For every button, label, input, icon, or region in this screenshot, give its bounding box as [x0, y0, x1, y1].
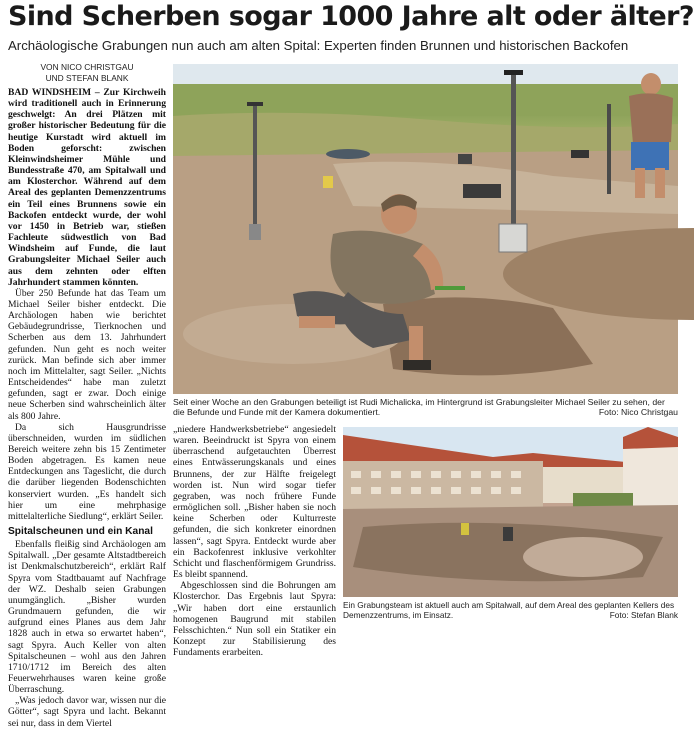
main-photo-credit: Foto: Nico Christgau [598, 407, 678, 418]
article-paragraph-5: „niedere Handwerksbetriebe“ angesiedelt waren. Beeindruckt ist Spyra von einem überraschend aufgetauchten Überrest eines Entwässerungskanals und eines Brunnens, der zur Hälfte freigelegt worden ist. Nun wird sogar tiefer gegraben, was noch frühere Funde ermöglichen soll. „Bisher haben sie noch keine Scherben oder Kulturreste gefunden, die sich konkreter einordnen lassen“, sagt Spyra. Entdeckt wurde aber ein Backofenrest inklusive verkohlter Schicht und flaschenförmigem Grundriss. Es bleibt spannend. [173, 424, 336, 581]
headline: Sind Scherben sogar 1000 Jahre alt oder älter? [8, 1, 694, 32]
subheadline: Archäologische Grabungen nun auch am alten Spital: Experten finden Brunnen und historischen Backofen [8, 38, 629, 53]
byline-author-1: VON NICO CHRISTGAU [40, 62, 134, 72]
small-photo-credit: Foto: Stefan Blank [609, 610, 678, 620]
article-column-middle [173, 424, 336, 659]
main-photo-caption [173, 397, 678, 418]
byline [8, 62, 166, 83]
byline-author-2: UND STEFAN BLANK [45, 72, 129, 83]
main-photo-caption-text: Seit einer Woche an den Grabungen beteiligt ist Rudi Michalicka, im Hintergrund ist Grabungsleiter Michael Seiler zu sehen, der die Befunde und Funde mit der Kamera dokumentiert. [173, 397, 665, 418]
small-photo-illustration [343, 427, 678, 597]
article-subtitle: Spitalscheunen und ein Kanal [8, 526, 153, 538]
article-paragraph-2: Da sich Hausgrundrisse überschneiden, wurden im südlichen Bereich weitere zehn bis 15 Zentimeter Boden abgetragen. Es kamen neue Entdeckungen ans Tageslicht, die durch die darüber liegenden Bodenschichten konserviert wurden. „Es handelt sich hier um eine mehrphasige mittelalterliche Siedlung“, erklärt Seiler. [8, 421, 166, 522]
main-photo-illustration [173, 64, 678, 394]
article-paragraph-1: Über 250 Befunde hat das Team um Michael Seiler bisher entdeckt. Die Archäologen haben wie berichtet Gebäudegrundrisse, Tierknochen und Scherben aus dem 13. Jahrhundert gefunden. Nun geht es noch weiter zurück. Man befinde sich aber immer noch im Mittelalter, sagt Seiler. „Nichts Entscheidendes“ habe man zuletzt gefunden, sagt er zwar. Doch einige neue Scherben sind wahrscheinlich älter als 800 Jahre. [8, 287, 166, 422]
small-photo-spitalwall [343, 427, 678, 597]
main-photo-excavation [173, 64, 678, 394]
article-paragraph-6: Abgeschlossen sind die Bohrungen am Klosterchor. Das Ergebnis laut Spyra: „Wir haben dort eine erstaunlich homogenen Baugrund mit stabilen Felsschichten.“ Nun soll ein Statiker ein Konzept zur Stabilisierung des Fundaments erarbeiten. [173, 580, 336, 659]
small-photo-caption [343, 600, 678, 620]
article-column-left [8, 62, 166, 729]
article-paragraph-4: „Was jedoch davor war, wissen nur die Götter“, sagt Spyra und lacht. Bekannt sei nur, dass in dem Viertel [8, 695, 166, 729]
small-photo-caption-text: Ein Grabungsteam ist aktuell auch am Spitalwall, auf dem Areal des geplanten Kellers des Demenzzentrums, im Einsatz. [343, 600, 675, 620]
article-lead: BAD WINDSHEIM – Zur Kirchweih wird traditionell auch in Erinnerung geschwelgt: An drei Plätzen mit großer historischer Bedeutung für die heutige Kurstadt wird aktuell im Boden geforscht: zwischen Kleinwindsheimer Mühle und Bundesstraße 470, am Spitalwall und am Klosterchor. Während auf dem Areal des geplanten Demenzzentrums ein Teil eines Brunnens sowie ein Backofen entdeckt wurde, der wohl vor 1450 in Betrieb war, stießen Fachleute südwestlich von Bad Windsheim auf Funde, die laut Grabungsleiter Michael Seiler auch aus dem zehnten oder elften Jahrhundert stammen könnten. [8, 87, 166, 288]
article-paragraph-3: Ebenfalls fleißig sind Archäologen am Spitalwall. „Der gesamte Altstadtbereich ist Denkmalschutzbereich“, erklärt Ralf Spyra vom Stadtbauamt auf Nachfrage der WZ. Deshalb seien Grabungen unumgänglich. „Bisher wurden Grundmauern gefunden, die wir aufgrund eines Planes aus dem Jahr 1828 auch in etwa so erwartet haben“, sagt Spyra. Auch Keller von alten Spitalscheunen – wohl aus den Jahren 1710/1712 im Bereich des alten Feuerwehrhauses waren keine große Überraschung. [8, 539, 166, 696]
